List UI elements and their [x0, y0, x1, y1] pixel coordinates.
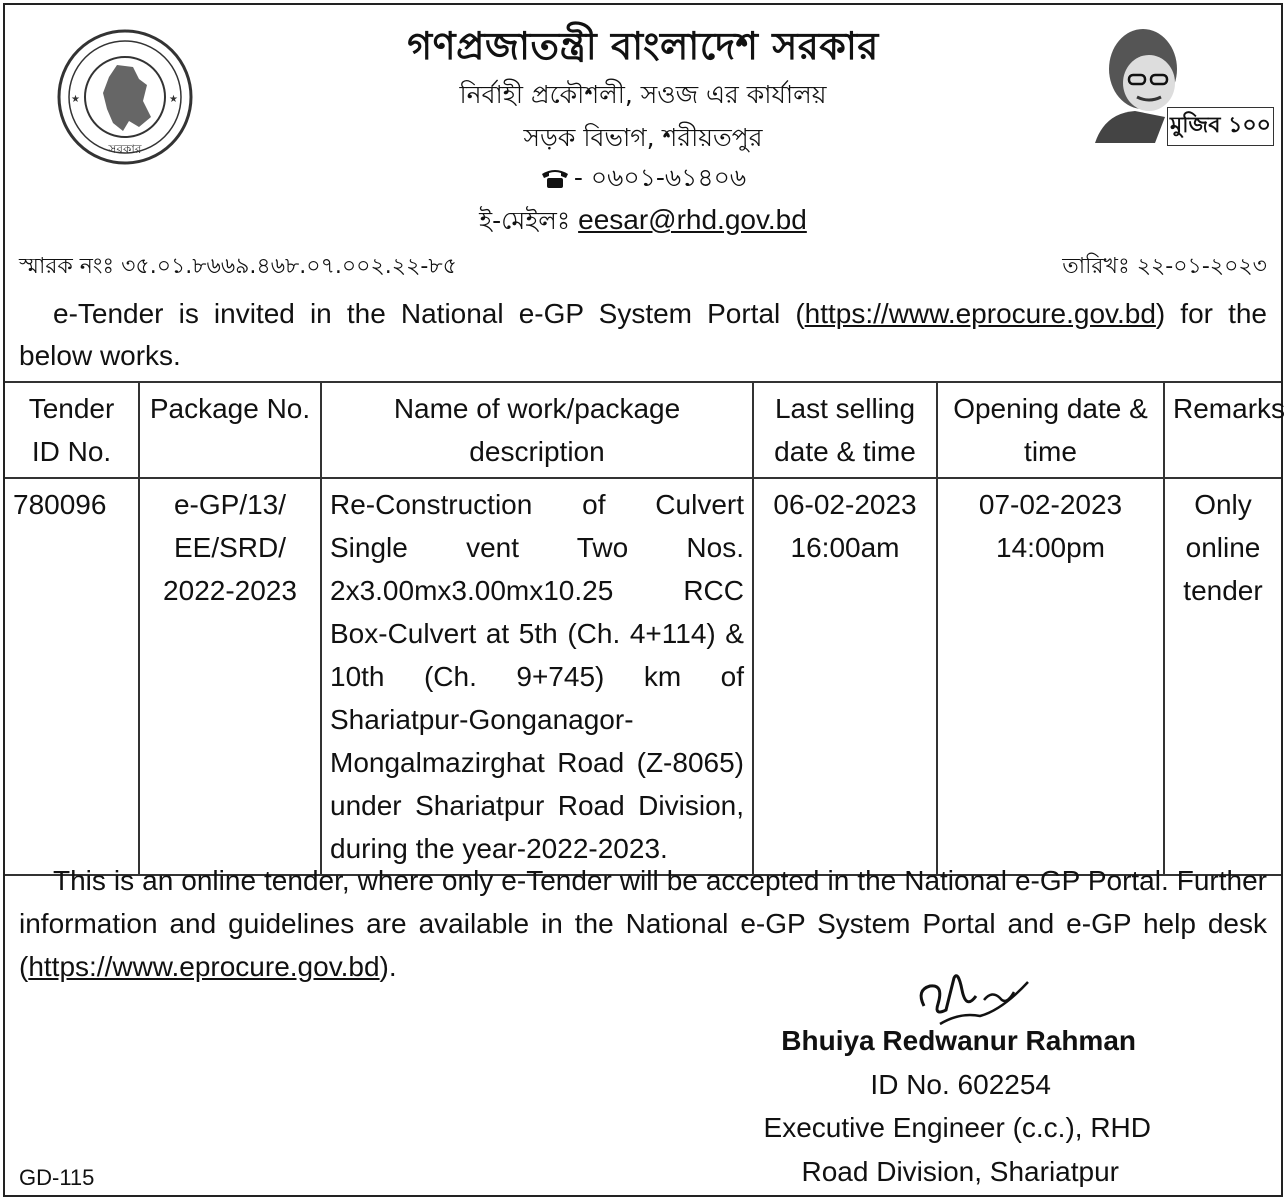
email-link[interactable]: eesar@rhd.gov.bd [578, 204, 807, 235]
cell-opening: 07-02-2023 14:00pm [937, 478, 1164, 875]
tender-table [5, 381, 1286, 876]
intro-text-after: ) for the below works. [19, 298, 1268, 371]
header-package-no: Package No. [139, 382, 321, 478]
memo-number: স্মারক নংঃ ৩৫.০১.৮৬৬৯.৪৬৮.০৭.০০২.২২-৮৫ [19, 254, 457, 279]
intro-text-before: e-Tender is invited in the National e-GP System Portal ( [53, 298, 805, 329]
intro-paragraph [19, 293, 1267, 377]
government-title: গণপ্রজাতন্ত্রী বাংলাদেশ সরকার [407, 24, 879, 68]
signatory-office: Road Division, Shariatpur [801, 1156, 1119, 1187]
footer-eprocure-link[interactable]: https://www.eprocure.gov.bd [28, 951, 380, 982]
mujib-100-logo [1085, 25, 1275, 145]
signatory-title: Executive Engineer (c.c.), RHD [763, 1112, 1151, 1143]
telephone-icon [540, 167, 570, 189]
signatory-id: ID No. 602254 [870, 1069, 1051, 1100]
header-remarks: Remarks [1164, 382, 1281, 478]
email-line [5, 201, 1281, 244]
eprocure-link[interactable]: https://www.eprocure.gov.bd [804, 298, 1156, 329]
header-tender-id: Tender ID No. [5, 382, 139, 478]
header-opening: Opening date & time [937, 382, 1164, 478]
division-name: সড়ক বিভাগ, শরীয়তপুর [523, 123, 763, 152]
signatory-name: Bhuiya Redwanur Rahman [781, 1025, 1136, 1056]
logo-caption: মুজিব ১০০ [1167, 107, 1274, 146]
svg-text:সরকার: সরকার [108, 142, 142, 156]
phone-number: - ০৬০১-৬১৪০৬ [573, 163, 747, 192]
footer-paragraph [19, 859, 1267, 988]
cell-remarks: Only online tender [1164, 478, 1281, 875]
gd-code: GD-115 [19, 1165, 95, 1190]
email-label: ই-মেইলঃ [479, 206, 571, 235]
cell-package-no: e-GP/13/ EE/SRD/ 2022-2023 [139, 478, 321, 875]
phone-line [5, 158, 1281, 201]
cell-tender-id: 780096 [5, 478, 139, 875]
tender-notice [3, 3, 1286, 1197]
cell-work-description: Re-Construction of Culvert Single vent Two Nos. 2x3.00mx3.00mx10.25 RCC Box-Culvert at 5th (Ch. 4+114) & 10th (Ch. 9+745) km of Shariatpur-Gonganagor-Mongalmazirghat Road (Z-8065) under Shariatpur Road Division, during the year-2022-2023. [321, 478, 753, 875]
office-name: নির্বাহী প্রকৌশলী, সওজ এর কার্যালয় [459, 80, 827, 109]
cell-last-selling: 06-02-2023 16:00am [753, 478, 937, 875]
svg-text:★: ★ [169, 94, 178, 105]
memo-date: তারিখঃ ২২-০১-২০২৩ [1062, 254, 1267, 279]
header-work-description: Name of work/package description [321, 382, 753, 478]
header-last-selling: Last selling date & time [753, 382, 937, 478]
footer-text-after: ). [379, 951, 397, 982]
footer-text-before: This is an online tender, where only e-Tender will be accepted in the National e-GP Portal. Further information and guidelines are available in the National e-GP System Portal and e-GP help desk ( [19, 865, 1267, 982]
table-row [5, 478, 1281, 875]
table-header-row [5, 382, 1281, 478]
svg-text:★: ★ [71, 94, 80, 105]
